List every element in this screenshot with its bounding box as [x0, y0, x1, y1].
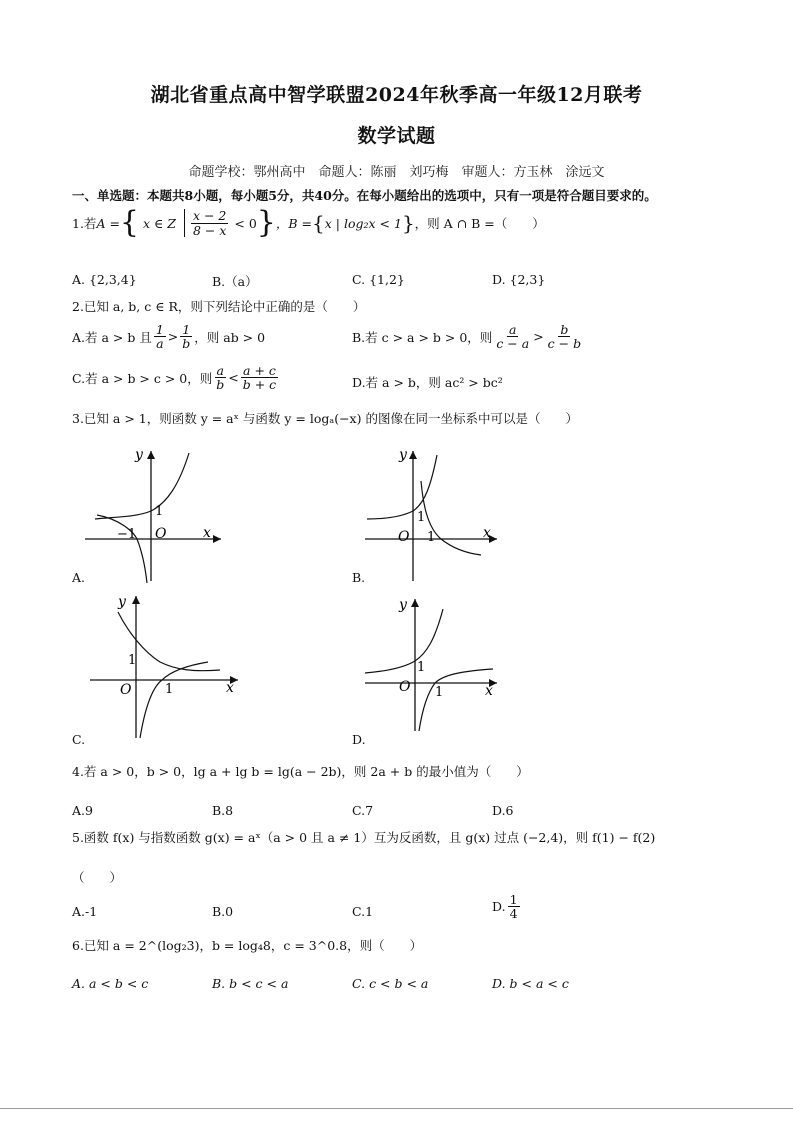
- graph-c-label: C.: [72, 732, 86, 747]
- left-brace-icon: {: [119, 205, 140, 240]
- svg-text:y: y: [399, 597, 407, 613]
- q5-option-a: A.-1: [72, 904, 98, 919]
- right-brace-icon: }: [401, 211, 415, 235]
- svg-text:1: 1: [417, 660, 426, 675]
- origin-label: O: [155, 526, 167, 542]
- q1-fraction: $\frac{x - 2}{8 - x}$: [192, 208, 227, 238]
- svg-text:x: x: [226, 680, 234, 696]
- subject-title: 数学试题: [357, 125, 436, 147]
- y-axis-label: y: [135, 447, 143, 463]
- q1-option-d: D. {2,3}: [492, 272, 546, 287]
- q1-prefix: 1.若: [72, 216, 97, 231]
- q1-option-b: B.（a）: [212, 274, 258, 289]
- question-1: [72, 205, 545, 240]
- one-label: 1: [155, 504, 164, 519]
- q6-option-d: D. b < a < c: [492, 976, 569, 991]
- graph-a-label: A.: [72, 570, 86, 585]
- q6-option-b: B. b < c < a: [212, 976, 289, 991]
- exam-title: 湖北省重点高中智学联盟2024年秋季高一年级12月联考: [150, 84, 643, 106]
- author-line: 命题学校：鄂州高中 命题人：陈丽 刘巧梅 审题人：方玉林 涂远文: [188, 165, 605, 180]
- q1-condition: x ∈ Z: [143, 215, 176, 231]
- q6-option-c: C. c < b < a: [352, 976, 429, 991]
- graph-d: [365, 595, 505, 735]
- q1-option-a: A. {2,3,4}: [72, 272, 137, 287]
- left-brace-icon: {: [312, 211, 325, 235]
- svg-text:y: y: [118, 594, 126, 610]
- q1-set-b: ，B =: [275, 216, 313, 231]
- q2-option-c: C.若 a > b > c > 0，则 $\frac{a}{b}$ < $\frac{a + c}{b + c}$: [72, 363, 277, 393]
- q5-option-d: D. $\frac{1}{4}$: [492, 892, 518, 922]
- svg-text:1: 1: [427, 530, 436, 545]
- svg-text:O: O: [398, 529, 410, 545]
- question-5: 5.函数 f(x) 与指数函数 g(x) = aˣ（a > 0 且 a ≠ 1）互为反函数，且 g(x) 过点 (−2,4)，则 f(1) − f(2): [72, 830, 656, 845]
- q2-option-a: A.若 a > b 且 $\frac{1}{a}$ > $\frac{1}{b}$ ，则 ab > 0: [72, 322, 266, 352]
- neg-one-label: −1: [117, 527, 137, 542]
- svg-text:x: x: [483, 525, 491, 541]
- q5-option-c: C.1: [352, 904, 374, 919]
- graph-a: [85, 445, 225, 585]
- graph-d-label: D.: [352, 732, 366, 747]
- section-heading: 一、单选题：本题共8小题，每小题5分，共40分。在每小题给出的选项中，只有一项是符合题目要求的。: [72, 188, 657, 203]
- q1-tail: ，则 A ∩ B =（ ）: [414, 216, 545, 231]
- svg-text:O: O: [120, 682, 132, 698]
- svg-text:1: 1: [435, 685, 444, 700]
- page-bottom-divider: [0, 1108, 793, 1109]
- graph-b: [365, 445, 505, 585]
- q4-option-d: D.6: [492, 803, 514, 818]
- question-4: 4.若 a > 0，b > 0，lg a + lg b = lg(a − 2b)，则 2a + b 的最小值为（ ）: [72, 764, 529, 779]
- question-2: 2.已知 a, b, c ∈ R，则下列结论中正确的是（ ）: [72, 299, 366, 314]
- right-brace-icon: }: [256, 205, 276, 240]
- q2-option-b: B.若 c > a > b > 0，则 $\frac{a}{c - a}$ > $\frac{b}{c - b}$: [352, 322, 582, 352]
- q5-paren: （ ）: [72, 870, 123, 885]
- svg-text:x: x: [485, 683, 493, 699]
- q2-option-d: D.若 a > b，则 ac² > bc²: [352, 375, 503, 390]
- svg-text:1: 1: [165, 682, 174, 697]
- q1-set-b-body: x | log₂x < 1: [324, 215, 402, 231]
- q5-option-b: B.0: [212, 904, 234, 919]
- q1-set-a: A =: [96, 215, 120, 231]
- question-3: 3.已知 a > 1，则函数 y = aˣ 与函数 y = logₐ(−x) 的图像在同一坐标系中可以是（ ）: [72, 411, 578, 426]
- q1-lt0: < 0: [234, 215, 257, 231]
- graph-b-label: B.: [352, 570, 366, 585]
- svg-text:O: O: [399, 679, 411, 695]
- x-axis-label: x: [203, 525, 211, 541]
- svg-text:1: 1: [417, 510, 426, 525]
- svg-text:1: 1: [128, 653, 137, 668]
- q1-option-c: C. {1,2}: [352, 272, 405, 287]
- q4-option-c: C.7: [352, 803, 374, 818]
- graph-c: [88, 592, 248, 742]
- question-6: 6.已知 a = 2^(log₂3)，b = log₄8，c = 3^0.8，则（ ）: [72, 938, 423, 953]
- q4-option-a: A.9: [72, 803, 93, 818]
- q6-option-a: A. a < b < c: [72, 976, 149, 991]
- q4-option-b: B.8: [212, 803, 234, 818]
- svg-text:y: y: [399, 447, 407, 463]
